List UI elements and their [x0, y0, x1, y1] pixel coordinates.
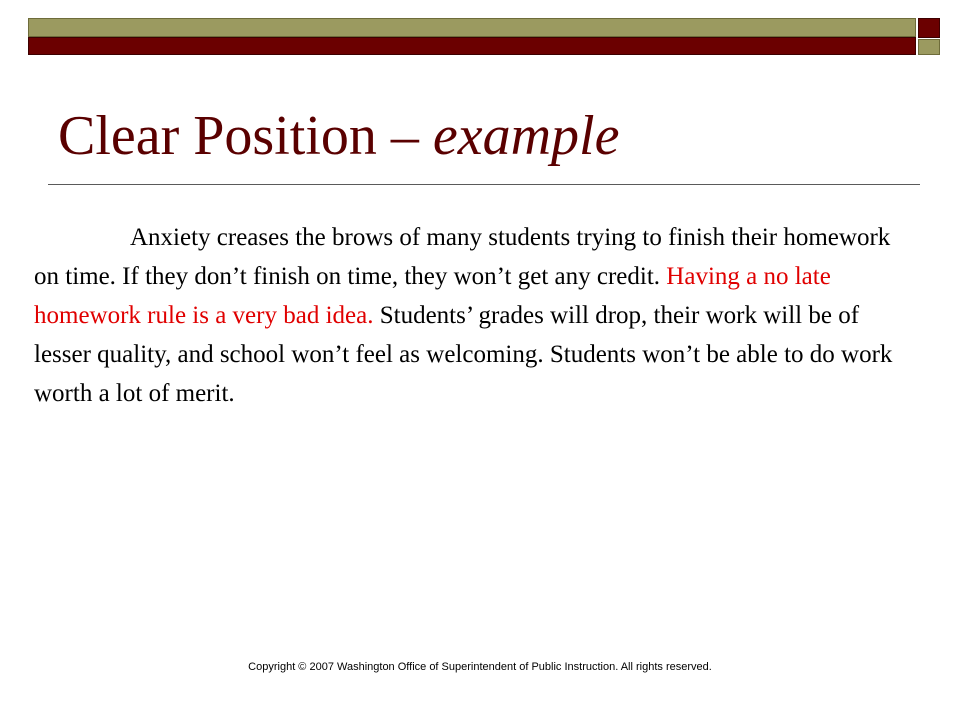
- slide-title: [58, 105, 620, 167]
- top-band-maroon: [28, 37, 916, 55]
- top-band-olive: [28, 18, 916, 37]
- paragraph-intro: Anxiety creases the brows of many students trying to finish their homework on time. If they don’t finish on time, they won’t get any credit.: [34, 224, 891, 290]
- title-divider: [48, 184, 920, 185]
- clear-position-claim: Having a no late homework rule is a very bad idea.: [34, 263, 831, 329]
- slide-title-main: Clear Position –: [58, 105, 433, 167]
- paragraph-support: Students’ grades will drop, their work will be of lesser quality, and school won’t feel as welcoming. Students won’t be able to do work worth a lot of merit.: [34, 302, 893, 407]
- corner-square-maroon: [918, 18, 940, 38]
- corner-square-olive: [918, 39, 940, 55]
- example-paragraph: [34, 218, 904, 413]
- copyright-footer: Copyright © 2007 Washington Office of Superintendent of Public Instruction. All rights reserved.: [248, 661, 712, 673]
- slide-title-emphasis: example: [432, 105, 620, 167]
